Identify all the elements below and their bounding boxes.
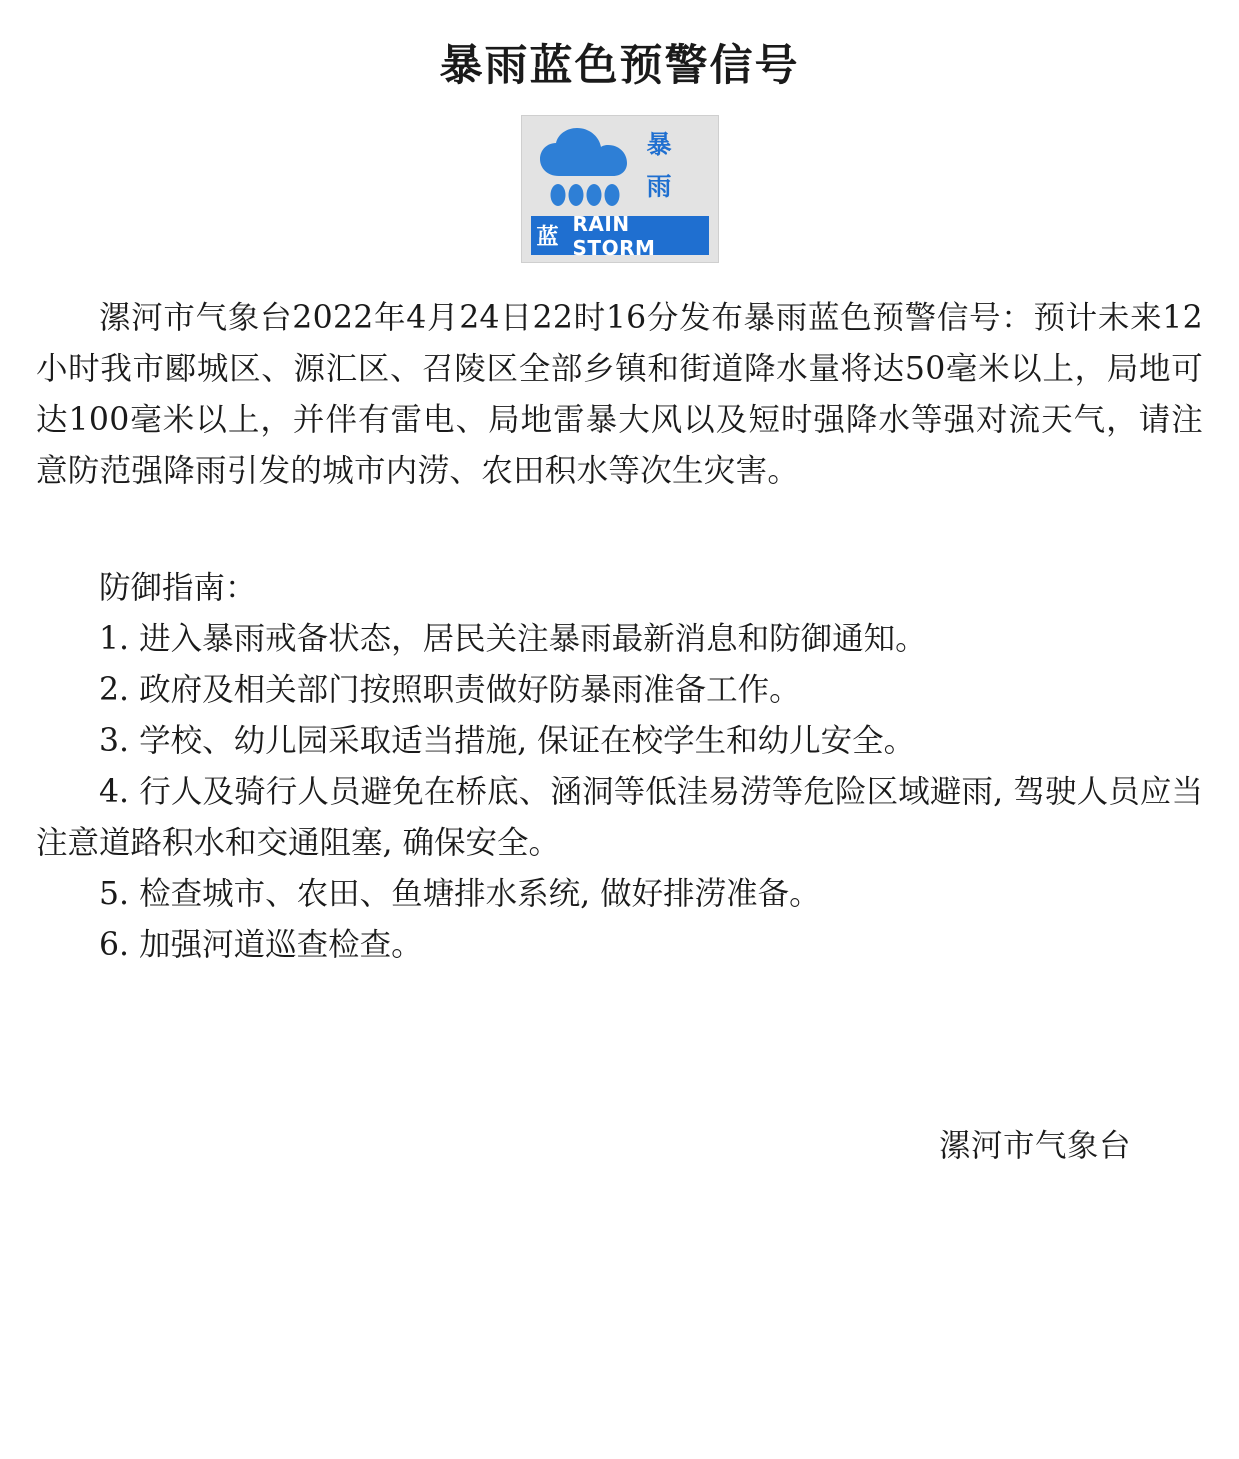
section-spacer bbox=[28, 497, 1211, 563]
announcement-paragraph: 漯河市气象台2022年4月24日22时16分发布暴雨蓝色预警信号：预计未来12小时我市郾城区、源汇区、召陵区全部乡镇和街道降水量将达50毫米以上，局地可达100毫米以上，并伴有雷电、局地雷暴大风以及短时强降水等强对流天气，请注意防范强降雨引发的城市内涝、农田积水等次生灾害。 bbox=[36, 300, 1203, 490]
list-item: 5. 检查城市、农田、鱼塘排水系统, 做好排涝准备。 bbox=[99, 876, 821, 913]
guide-list bbox=[36, 614, 1203, 971]
warning-badge-container bbox=[28, 115, 1211, 263]
badge-char-bottom: 雨 bbox=[646, 172, 672, 201]
badge-level-label: 蓝 bbox=[536, 225, 559, 250]
badge-vertical-chinese-label bbox=[643, 124, 672, 208]
guide-heading: 防御指南： bbox=[99, 570, 257, 607]
badge-english-label: RAIN STORM bbox=[572, 211, 656, 260]
rainstorm-blue-warning-badge bbox=[521, 115, 719, 263]
list-item: 1. 进入暴雨戒备状态，居民关注暴雨最新消息和防御通知。 bbox=[99, 621, 927, 658]
list-item: 3. 学校、幼儿园采取适当措施, 保证在校学生和幼儿安全。 bbox=[99, 723, 916, 760]
badge-label-bar bbox=[531, 211, 709, 260]
list-item: 2. 政府及相关部门按照职责做好防暴雨准备工作。 bbox=[99, 672, 801, 709]
page-title: 暴雨蓝色预警信号 bbox=[439, 41, 800, 91]
rain-cloud-icon bbox=[531, 124, 643, 216]
badge-char-top: 暴 bbox=[646, 130, 672, 159]
list-item: 6. 加强河道巡查检查。 bbox=[99, 927, 423, 964]
badge-top-row bbox=[531, 124, 709, 216]
list-item: 4. 行人及骑行人员避免在桥底、涵洞等低洼易涝等危险区域避雨, 驾驶人员应当注意道路积水和交通阻塞, 确保安全。 bbox=[36, 774, 1203, 862]
signature: 漯河市气象台 bbox=[938, 1128, 1131, 1165]
